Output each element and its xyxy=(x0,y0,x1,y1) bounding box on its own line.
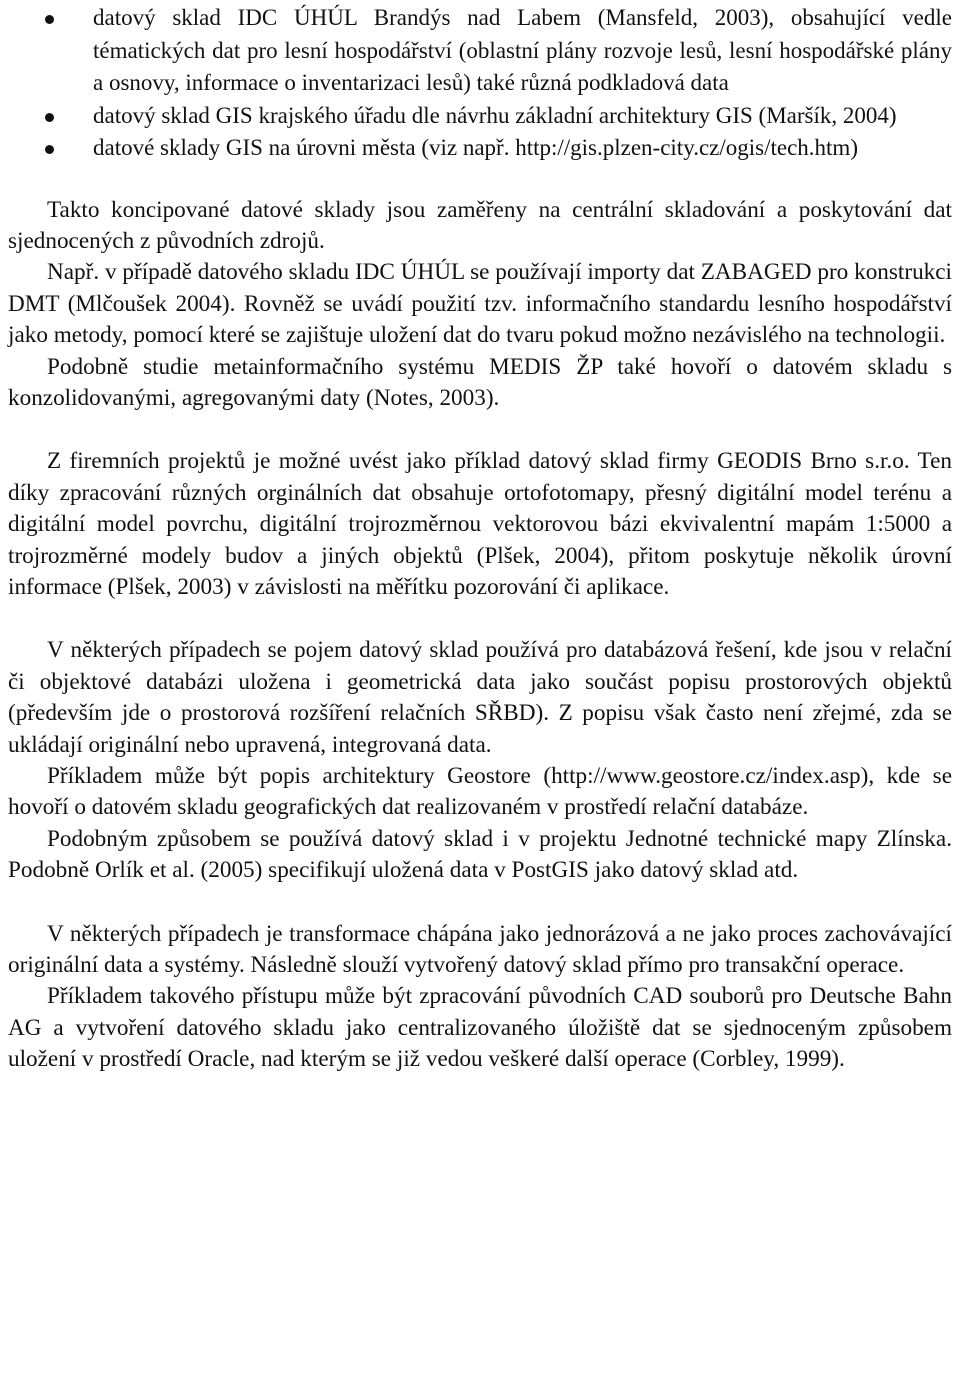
bullet-item xyxy=(8,100,952,133)
paragraph: Příkladem může být popis architektury Geostore (http://www.geostore.cz/index.asp), kde se hovoří o datovém skladu geografických dat realizovaném v prostředí relační databáze. xyxy=(8,763,952,821)
bullet-item xyxy=(8,0,952,100)
bullet-dot-icon xyxy=(45,15,54,24)
bullet-text: datový sklad IDC ÚHÚL Brandýs nad Labem (Mansfeld, 2003), obsahující vedle tématických dat pro lesní hospodářství (oblastní plány rozvoje lesů, lesní hospodářské plány a osnovy, informace o inventarizaci lesů) také různá podkladová data xyxy=(93,5,952,95)
paragraph: Podobným způsobem se používá datový sklad i v projektu Jednotné technické mapy Zlínska. Podobně Orlík et al. (2005) specifikují uložená data v PostGIS jako datový sklad atd. xyxy=(8,825,952,884)
paragraph: Podobně studie metainformačního systému MEDIS ŽP také hovoří o datovém skladu s konzolidovanými, agregovanými daty (Notes, 2003). xyxy=(8,353,952,411)
paragraph: V některých případech se pojem datový sklad používá pro databázová řešení, kde jsou v relační či objektové databázi uložena i geometrická data jako součást popisu prostorových objektů (především jde o prostorová rozšíření relačních SŘBD). Z popisu však často není zřejmé, zda se ukládají originální nebo upravená, integrovaná data. xyxy=(8,637,952,758)
paragraph: Takto koncipované datové sklady jsou zaměřeny na centrální skladování a poskytování dat sjednocených z původních zdrojů. xyxy=(8,196,952,254)
bullet-item xyxy=(8,132,952,165)
bullet-list xyxy=(8,0,952,165)
paragraph-spacer xyxy=(8,414,952,446)
bullet-text: datové sklady GIS na úrovni města (viz např. http://gis.plzen-city.cz/ogis/tech.htm) xyxy=(93,135,858,160)
paragraph-spacer xyxy=(8,165,952,195)
paragraph: Příkladem takového přístupu může být zpracování původních CAD souborů pro Deutsche Bahn AG a vytvoření datového skladu jako centralizovaného úložiště dat se sjednoceným způsobem uložení v prostředí Oracle, nad kterým se již vedou veškeré další operace (Corbley, 1999). xyxy=(8,983,952,1073)
document-page xyxy=(8,0,952,1076)
paragraph: V některých případech je transformace chápána jako jednorázová a ne jako proces zachovávající originální data a systémy. Následně slouží vytvořený datový sklad přímo pro transakční operace. xyxy=(8,920,952,979)
paragraph: Z firemních projektů je možné uvést jako příklad datový sklad firmy GEODIS Brno s.r.o. Ten díky zpracování různých orginálních dat obsahuje ortofotomapy, přesný digitální model terénu a digitální model povrchu, digitální trojrozměrnou vektorovou bázi ekvivalentní mapám 1:5000 a trojrozměrné modely budov a jiných objektů (Plšek, 2004), přitom poskytuje několik úrovní informace (Plšek, 2003) v závislosti na měřítku pozorování či aplikace. xyxy=(8,448,952,600)
bullet-text: datový sklad GIS krajského úřadu dle návrhu základní architektury GIS (Maršík, 2004) xyxy=(93,102,897,128)
paragraph-spacer xyxy=(8,887,952,919)
paragraph-spacer xyxy=(8,603,952,635)
paragraph: Např. v případě datového skladu IDC ÚHÚL se používají importy dat ZABAGED pro konstrukci DMT (Mlčoušek 2004). Rovněž se uvádí použití tzv. informačního standardu lesního hospodářství jako metody, pomocí které se zajištuje uložení dat do tvaru pokud možno nezávislého na technologii. xyxy=(8,259,952,349)
bullet-dot-icon xyxy=(45,145,54,154)
bullet-dot-icon xyxy=(45,113,54,122)
